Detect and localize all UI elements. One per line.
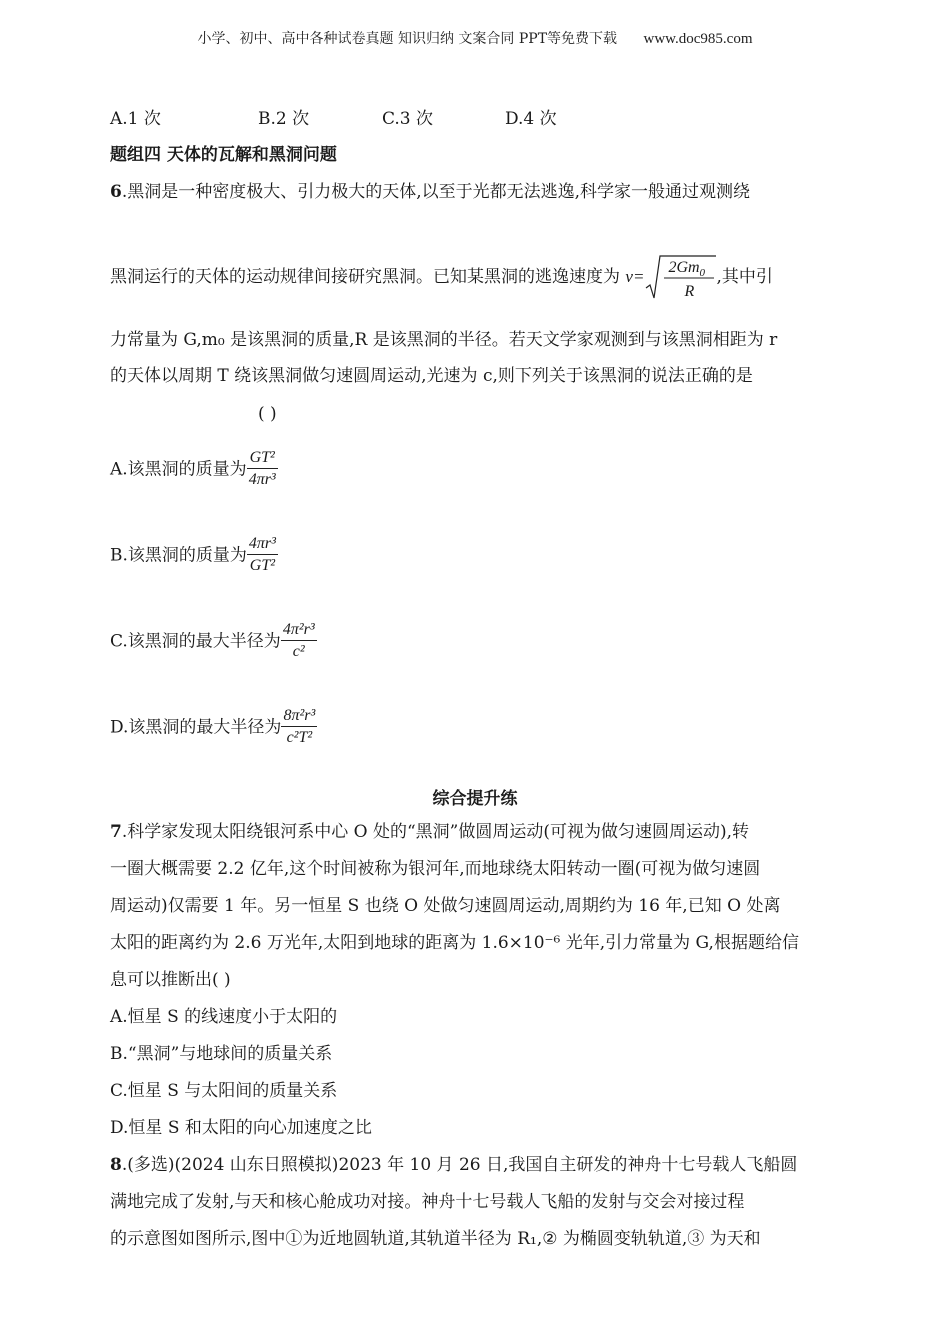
sqrt-numerator: $2Gm_0$: [668, 259, 706, 280]
q6-text-2b: ,其中引: [716, 267, 773, 287]
q6-option-a: A.该黑洞的质量为 $\frac{\text{GT²}}{\text{4πr³}}$: [110, 448, 278, 491]
q6-line-4: 的天体以周期 T 绕该黑洞做匀速圆周运动,光速为 c,则下列关于该黑洞的说法正确的是: [110, 366, 753, 386]
page-header: [0, 28, 950, 48]
q6-answer-paren: ( ): [258, 404, 277, 424]
group-title: 题组四 天体的瓦解和黑洞问题: [110, 145, 337, 165]
option-c-fraction: $\frac{\text{4π²r³}}{\text{c²}}$: [282, 621, 315, 660]
q7-option-c: C.恒星 S 与太阳间的质量关系: [110, 1081, 338, 1101]
q7-line-4: 太阳的距离约为 2.6 万光年,太阳到地球的距离为 1.6×10⁻⁶ 光年,引力常量为 G,根据题给信: [110, 933, 799, 953]
q6-line-1: [110, 180, 750, 204]
q7-line-2: 一圈大概需要 2.2 亿年,这个时间被称为银河年,而地球绕太阳转动一圈(可视为做匀速圆: [110, 859, 761, 879]
q8-number: 8: [110, 1155, 122, 1175]
header-text: 小学、初中、高中各种试卷真题 知识归纳 文案合同 PPT等免费下载: [197, 31, 618, 47]
q8-line-3: 的示意图如图所示,图中①为近地圆轨道,其轨道半径为 R₁,② 为椭圆变轨轨道,③ 为天和: [110, 1229, 761, 1249]
option-b-fraction: $\frac{\text{4πr³}}{\text{GT²}}$: [248, 535, 276, 574]
q8-line-1: 8.(多选)(2024 山东日照模拟)2023 年 10 月 26 日,我国自主研发的神舟十七号载人飞船圆: [110, 1155, 798, 1175]
q8-line-2: 满地完成了发射,与天和核心舱成功对接。神舟十七号载人飞船的发射与交会对接过程: [110, 1192, 745, 1212]
q6-text-2: 黑洞运行的天体的运动规律间接研究黑洞。已知某黑洞的逃逸速度为: [110, 267, 626, 287]
q7-option-b: B.“黑洞”与地球间的质量关系: [110, 1044, 333, 1064]
q7-option-d: D.恒星 S 和太阳的向心加速度之比: [110, 1118, 372, 1138]
q7-number: 7: [110, 822, 122, 842]
sqrt-denominator: R: [684, 283, 695, 300]
q7-line-5: 息可以推断出( ): [110, 970, 231, 990]
q6-line-3: 力常量为 G,m₀ 是该黑洞的质量,R 是该黑洞的半径。若天文学家观测到与该黑洞相距为 r: [110, 330, 778, 350]
q5-option-b: B.2 次: [258, 109, 310, 129]
option-a-fraction: $\frac{\text{GT²}}{\text{4πr³}}$: [248, 449, 276, 488]
q6-option-b: B.该黑洞的质量为 $\frac{\text{4πr³}}{\text{GT²}}$: [110, 534, 278, 577]
section-title: 综合提升练: [432, 789, 518, 809]
escape-velocity-sqrt: [644, 252, 716, 302]
option-d-fraction: $\frac{\text{8π²r³}}{\text{c²T²}}$: [283, 707, 316, 746]
q6-number: 6: [110, 182, 122, 202]
q5-option-d: D.4 次: [505, 109, 557, 129]
header-site: www.doc985.com: [643, 31, 753, 47]
q6-v-equals: v=: [625, 267, 645, 286]
q7-option-a: A.恒星 S 的线速度小于太阳的: [110, 1007, 338, 1027]
q5-option-a: A.1 次: [110, 109, 161, 129]
q6-option-d: D.该黑洞的最大半径为 $\frac{\text{8π²r³}}{\text{c²T²}}$: [110, 706, 317, 749]
q5-option-c: C.3 次: [382, 109, 434, 129]
q6-text-1: .黑洞是一种密度极大、引力极大的天体,以至于光都无法逃逸,科学家一般通过观测绕: [121, 182, 751, 202]
q7-line-1: 7.科学家发现太阳绕银河系中心 O 处的“黑洞”做圆周运动(可视为做匀速圆周运动),转: [110, 822, 750, 842]
q6-option-c: C.该黑洞的最大半径为 $\frac{\text{4π²r³}}{\text{c²}}$: [110, 620, 317, 663]
q6-line-2: [110, 252, 773, 302]
q7-line-3: 周运动)仅需要 1 年。另一恒星 S 也绕 O 处做匀速圆周运动,周期约为 16 年,已知 O 处离: [110, 896, 781, 916]
